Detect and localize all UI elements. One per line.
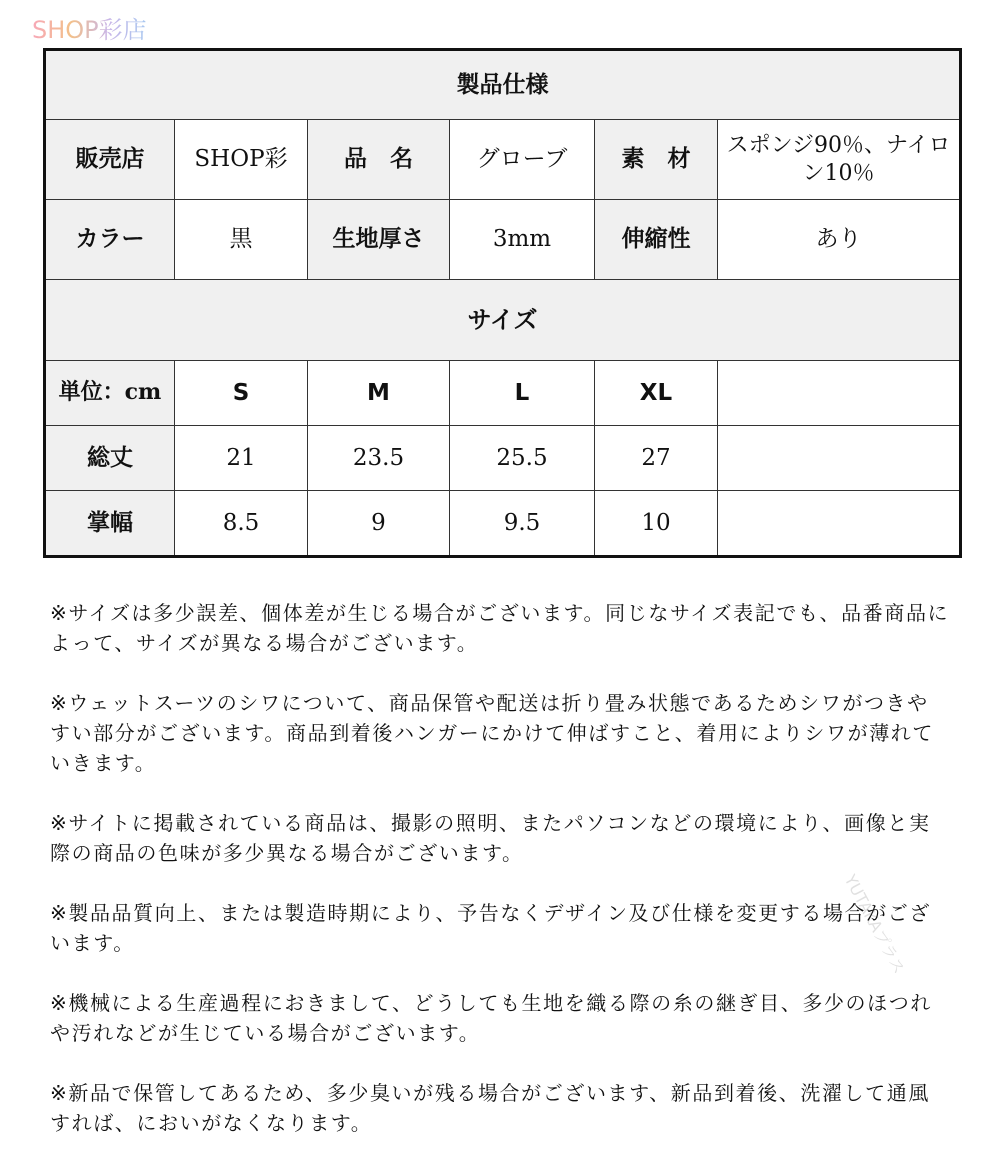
material-value: スポンジ90％、ナイロン10％ bbox=[718, 120, 961, 200]
empty-cell bbox=[718, 361, 961, 426]
notes-section bbox=[50, 568, 950, 1168]
material-header: 素 材 bbox=[595, 120, 718, 200]
empty-cell bbox=[718, 491, 961, 557]
shop-value: SHOP彩 bbox=[175, 120, 308, 200]
thickness-value: 3mm bbox=[450, 200, 595, 280]
product-name-header: 品 名 bbox=[308, 120, 450, 200]
spec-table bbox=[43, 48, 962, 558]
length-m: 23.5 bbox=[308, 426, 450, 491]
stretch-header: 伸縮性 bbox=[595, 200, 718, 280]
watermark: YUTAKAプラス bbox=[840, 871, 909, 978]
color-value: 黒 bbox=[175, 200, 308, 280]
length-label: 総丈 bbox=[45, 426, 175, 491]
size-col-xl: XL bbox=[595, 361, 718, 426]
size-section-title: サイズ bbox=[45, 280, 961, 361]
unit-label: 単位：cm bbox=[45, 361, 175, 426]
size-col-m: M bbox=[308, 361, 450, 426]
palm-xl: 10 bbox=[595, 491, 718, 557]
palm-m: 9 bbox=[308, 491, 450, 557]
size-col-s: S bbox=[175, 361, 308, 426]
shop-logo: SHOP彩店 bbox=[32, 10, 147, 45]
note-item: ※ウェットスーツのシワについて、商品保管や配送は折り畳み状態であるためシワがつきやすい部分がございます。商品到着後ハンガーにかけて伸ばすこと、着用によりシワが薄れていきます。 bbox=[50, 691, 934, 775]
length-s: 21 bbox=[175, 426, 308, 491]
note-item: ※新品で保管してあるため、多少臭いが残る場合がございます、新品到着後、洗濯して通風すれば、においがなくなります。 bbox=[50, 1081, 930, 1135]
length-l: 25.5 bbox=[450, 426, 595, 491]
length-xl: 27 bbox=[595, 426, 718, 491]
thickness-header: 生地厚さ bbox=[308, 200, 450, 280]
note-item: ※サイズは多少誤差、個体差が生じる場合がございます。同じなサイズ表記でも、品番商品によって、サイズが異なる場合がございます。 bbox=[50, 601, 950, 655]
note-item: ※製品品質向上、または製造時期により、予告なくデザイン及び仕様を変更する場合がございます。 bbox=[50, 901, 931, 955]
note-item: ※機械による生産過程におきまして、どうしても生地を織る際の糸の継ぎ目、多少のほつれや汚れなどが生じている場合がございます。 bbox=[50, 991, 932, 1045]
product-name-value: グローブ bbox=[450, 120, 595, 200]
empty-cell bbox=[718, 426, 961, 491]
palm-l: 9.5 bbox=[450, 491, 595, 557]
palm-s: 8.5 bbox=[175, 491, 308, 557]
palm-width-label: 掌幅 bbox=[45, 491, 175, 557]
note-item: ※サイトに掲載されている商品は、撮影の照明、またパソコンなどの環境により、画像と実際の商品の色味が多少異なる場合がございます。 bbox=[50, 811, 931, 865]
shop-header: 販売店 bbox=[45, 120, 175, 200]
stretch-value: あり bbox=[718, 200, 961, 280]
color-header: カラー bbox=[45, 200, 175, 280]
size-col-l: L bbox=[450, 361, 595, 426]
spec-title: 製品仕様 bbox=[45, 50, 961, 120]
